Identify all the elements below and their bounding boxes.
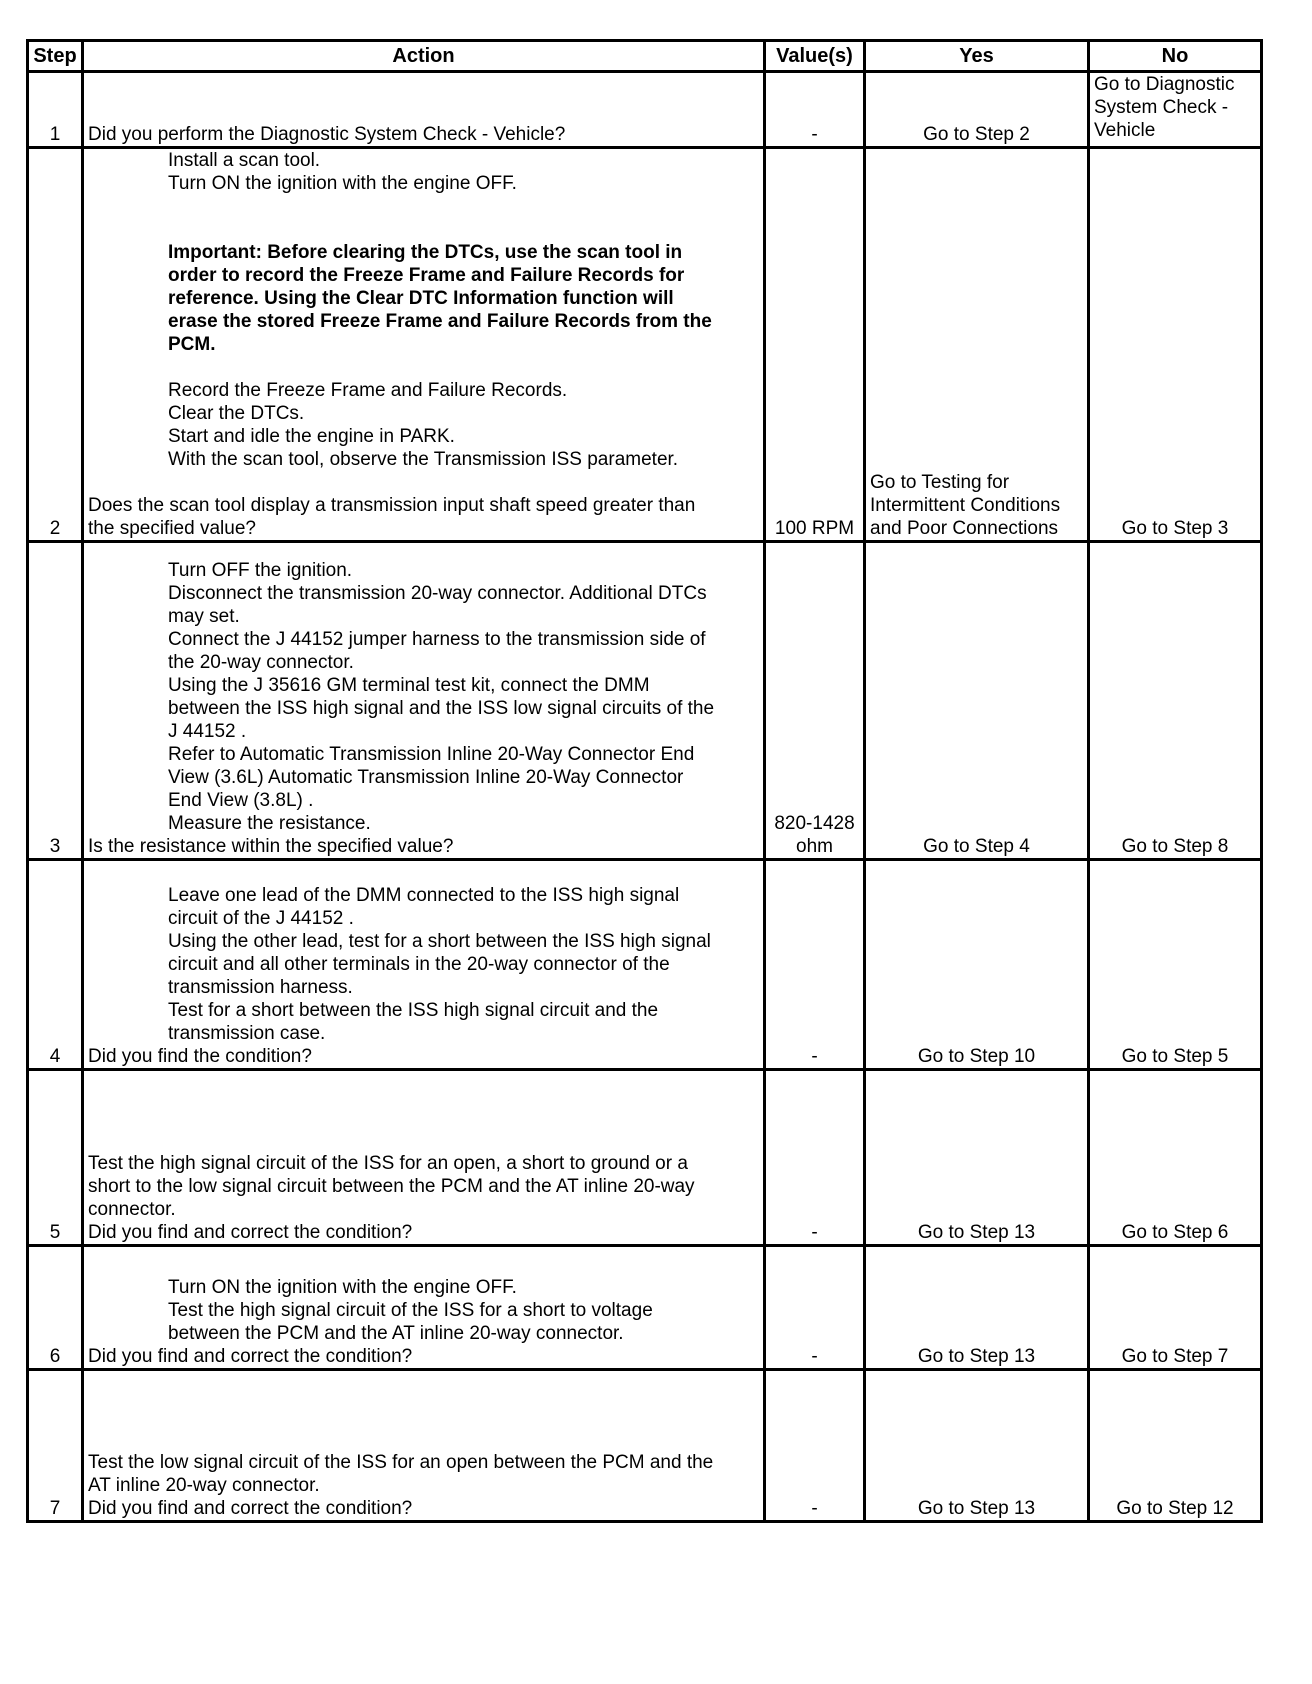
action-line: connector. — [88, 1199, 176, 1220]
action-line: J 44152 . — [168, 721, 247, 742]
table-row-step-7 — [28, 1370, 1262, 1522]
header-row — [28, 41, 1262, 72]
action-line: short to the low signal circuit between the PCM and the AT inline 20-way — [88, 1176, 695, 1197]
action-line: Connect the J 44152 jumper harness to the transmission side of — [168, 629, 706, 650]
action-line: Test the high signal circuit of the ISS for an open, a short to ground or a — [88, 1153, 688, 1174]
header-action: Action — [83, 41, 765, 72]
no-cell: Go to Step 6 — [1089, 1070, 1262, 1246]
action-line: With the scan tool, observe the Transmission ISS parameter. — [168, 449, 679, 470]
value-cell: - — [765, 72, 865, 148]
action-line: Test the low signal circuit of the ISS for an open between the PCM and the — [88, 1452, 714, 1473]
yes-line: Intermittent Conditions — [870, 495, 1061, 516]
yes-cell: Go to Step 13 — [865, 1370, 1089, 1522]
action-cell — [83, 148, 765, 542]
no-cell: Go to Step 8 — [1089, 542, 1262, 860]
important-line: Important: Before clearing the DTCs, use the scan tool in — [168, 242, 683, 263]
important-note — [88, 241, 759, 356]
action-line: circuit and all other terminals in the 20-way connector of the — [168, 954, 670, 975]
action-line: Using the J 35616 GM terminal test kit, connect the DMM — [168, 675, 650, 696]
action-line: circuit of the J 44152 . — [168, 908, 354, 929]
no-cell: Go to Step 7 — [1089, 1246, 1262, 1370]
action-line: between the ISS high signal and the ISS low signal circuits of the — [168, 698, 715, 719]
action-line: AT inline 20-way connector. — [88, 1475, 320, 1496]
value-line: ohm — [796, 836, 833, 857]
action-cell — [83, 1246, 765, 1370]
question-line: Is the resistance within the specified value? — [88, 836, 454, 857]
action-line: the 20-way connector. — [168, 652, 354, 673]
value-cell: - — [765, 1246, 865, 1370]
action-line: Test the high signal circuit of the ISS for a short to voltage — [168, 1300, 653, 1321]
value-cell: - — [765, 1370, 865, 1522]
step-number: 4 — [28, 860, 83, 1070]
no-line: Vehicle — [1094, 120, 1156, 141]
table-row-step-5 — [28, 1070, 1262, 1246]
action-line: Turn ON the ignition with the engine OFF. — [168, 173, 517, 194]
action-line: Measure the resistance. — [168, 813, 371, 834]
yes-line: and Poor Connections — [870, 518, 1059, 539]
action-line: Clear the DTCs. — [168, 403, 305, 424]
action-line: View (3.6L) Automatic Transmission Inline 20-Way Connector — [168, 767, 684, 788]
action-line: Turn ON the ignition with the engine OFF. — [168, 1277, 517, 1298]
no-cell: Go to Step 12 — [1089, 1370, 1262, 1522]
no-line: Go to Diagnostic — [1094, 74, 1235, 95]
value-line: 820-1428 — [774, 813, 855, 834]
action-line: transmission harness. — [168, 977, 353, 998]
diagnostic-table — [26, 39, 1263, 1523]
action-line: Record the Freeze Frame and Failure Records. — [168, 380, 568, 401]
action-line: Install a scan tool. — [168, 150, 321, 171]
action-line: transmission case. — [168, 1023, 326, 1044]
question-line: Did you find and correct the condition? — [88, 1222, 413, 1243]
action-line: Disconnect the transmission 20-way connector. Additional DTCs — [168, 583, 707, 604]
important-line: order to record the Freeze Frame and Failure Records for — [168, 265, 685, 286]
question-line: Did you find and correct the condition? — [88, 1498, 413, 1519]
yes-cell: Go to Step 13 — [865, 1246, 1089, 1370]
header-step: Step — [28, 41, 83, 72]
no-cell: Go to Step 5 — [1089, 860, 1262, 1070]
value-cell: 100 RPM — [765, 148, 865, 542]
question-line: Did you find and correct the condition? — [88, 1346, 413, 1367]
step-number: 6 — [28, 1246, 83, 1370]
step-number: 2 — [28, 148, 83, 542]
yes-cell: Go to Step 10 — [865, 860, 1089, 1070]
action-line: Start and idle the engine in PARK. — [168, 426, 455, 447]
table-row-step-4 — [28, 860, 1262, 1070]
action-line: End View (3.8L) . — [168, 790, 314, 811]
table-row-step-6 — [28, 1246, 1262, 1370]
table-row-step-2 — [28, 148, 1262, 542]
yes-cell: Go to Step 2 — [865, 72, 1089, 148]
yes-line: Go to Testing for — [870, 472, 1010, 493]
action-line: Turn OFF the ignition. — [168, 560, 353, 581]
table-row-step-3 — [28, 542, 1262, 860]
header-yes: Yes — [865, 41, 1089, 72]
action-line: may set. — [168, 606, 240, 627]
no-line: System Check - — [1094, 97, 1229, 118]
action-line: Test for a short between the ISS high signal circuit and the — [168, 1000, 659, 1021]
yes-cell — [865, 148, 1089, 542]
question-line: Did you find the condition? — [88, 1046, 312, 1067]
action-cell — [83, 1070, 765, 1246]
no-cell — [1089, 72, 1262, 148]
action-cell — [83, 1370, 765, 1522]
action-cell — [83, 860, 765, 1070]
action-line: Using the other lead, test for a short between the ISS high signal — [168, 931, 711, 952]
important-line: erase the stored Freeze Frame and Failure Records from the — [168, 311, 712, 332]
action-line: Leave one lead of the DMM connected to the ISS high signal — [168, 885, 680, 906]
value-cell — [765, 542, 865, 860]
value-cell: - — [765, 1070, 865, 1246]
header-values: Value(s) — [765, 41, 865, 72]
action-cell — [83, 542, 765, 860]
step-number: 3 — [28, 542, 83, 860]
header-no: No — [1089, 41, 1262, 72]
important-line: reference. Using the Clear DTC Information function will — [168, 288, 674, 309]
table-row-step-1 — [28, 72, 1262, 148]
step-number: 5 — [28, 1070, 83, 1246]
value-cell: - — [765, 860, 865, 1070]
action-line: between the PCM and the AT inline 20-way connector. — [168, 1323, 624, 1344]
question-line: Does the scan tool display a transmission input shaft speed greater than — [88, 495, 696, 516]
no-cell: Go to Step 3 — [1089, 148, 1262, 542]
question-line: the specified value? — [88, 518, 256, 539]
step-number: 1 — [28, 72, 83, 148]
action-text: Did you perform the Diagnostic System Check - Vehicle? — [88, 124, 566, 145]
yes-cell: Go to Step 4 — [865, 542, 1089, 860]
important-line: PCM. — [168, 334, 216, 355]
step-number: 7 — [28, 1370, 83, 1522]
action-line: Refer to Automatic Transmission Inline 20-Way Connector End — [168, 744, 695, 765]
action-cell — [83, 72, 765, 148]
yes-cell: Go to Step 13 — [865, 1070, 1089, 1246]
